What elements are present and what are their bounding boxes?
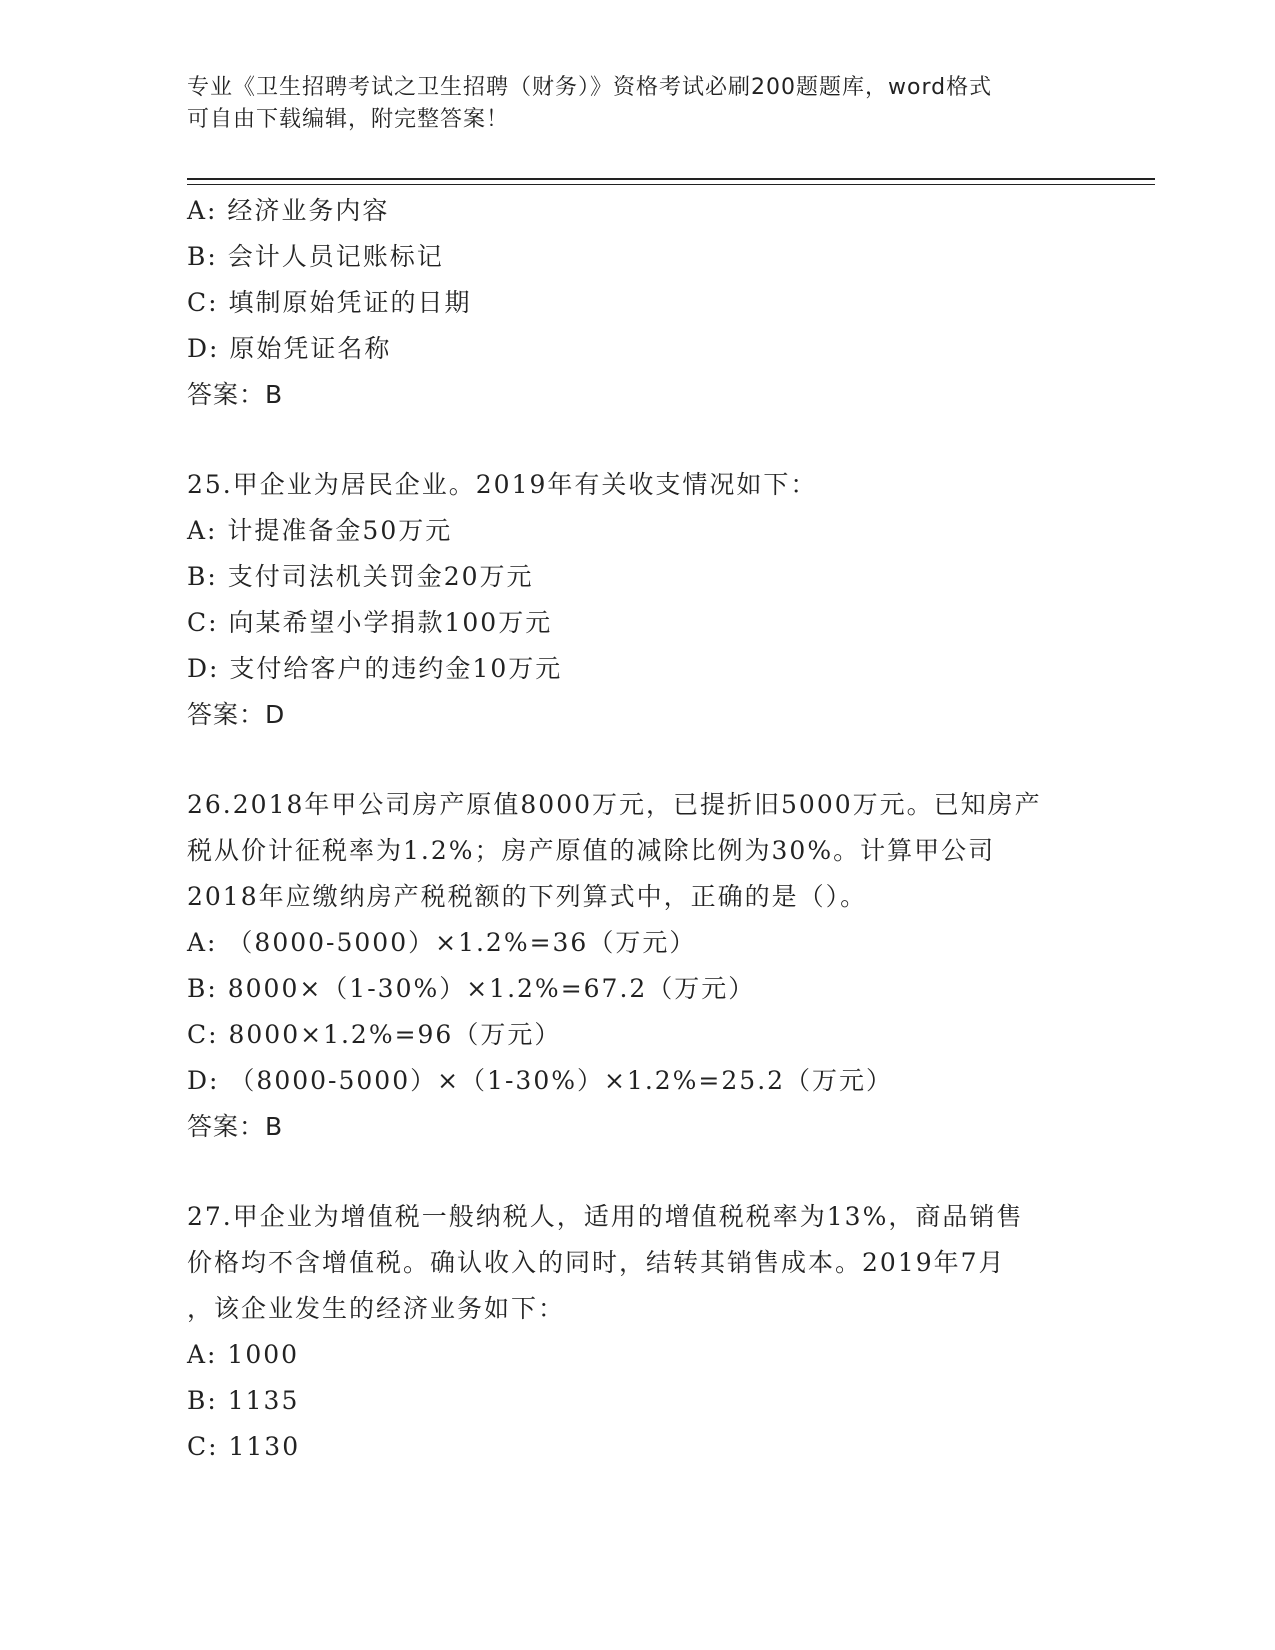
option-a: A: （8000-5000）×1.2%=36（万元）	[187, 928, 697, 957]
header-line-1: 专业《卫生招聘考试之卫生招聘（财务）》资格考试必刷200题题库，word格式	[187, 75, 993, 100]
option-b: B: 8000×（1-30%）×1.2%=67.2（万元）	[187, 974, 756, 1003]
header-divider-thick	[187, 178, 1155, 180]
option-b: B: 支付司法机关罚金20万元	[187, 562, 534, 591]
spacer	[187, 738, 1087, 782]
option-b: B: 1135	[187, 1386, 300, 1415]
option-c: C: 向某希望小学捐款100万元	[187, 608, 553, 637]
option-a: A: 1000	[187, 1340, 300, 1369]
answer: 答案：B	[187, 1112, 284, 1141]
option-d: D: 支付给客户的违约金10万元	[187, 654, 563, 683]
spacer	[187, 418, 1087, 462]
option-d: D: （8000-5000）×（1-30%）×1.2%=25.2（万元）	[187, 1066, 894, 1095]
option-b: B: 会计人员记账标记	[187, 242, 444, 271]
document-header	[187, 72, 1067, 136]
spacer	[187, 1150, 1087, 1194]
question-24	[187, 188, 1087, 418]
question-stem-line-3: ，该企业发生的经济业务如下：	[187, 1294, 566, 1323]
question-26	[187, 782, 1087, 1150]
question-stem-line-2: 税从价计征税率为1.2%；房产原值的减除比例为30%。计算甲公司	[187, 836, 996, 865]
answer: 答案：B	[187, 380, 284, 409]
header-divider-thin	[187, 184, 1155, 185]
option-a: A: 计提准备金50万元	[187, 516, 453, 545]
question-list	[187, 188, 1087, 1470]
option-d: D: 原始凭证名称	[187, 334, 392, 363]
option-c: C: 1130	[187, 1432, 301, 1461]
option-c: C: 填制原始凭证的日期	[187, 288, 472, 317]
option-a: A: 经济业务内容	[187, 196, 390, 225]
question-stem-line-1: 26.2018年甲公司房产原值8000万元，已提折旧5000万元。已知房产	[187, 790, 1042, 819]
answer: 答案：D	[187, 700, 286, 729]
option-c: C: 8000×1.2%=96（万元）	[187, 1020, 562, 1049]
question-25	[187, 462, 1087, 738]
question-stem-line-2: 价格均不含增值税。确认收入的同时，结转其销售成本。2019年7月	[187, 1248, 1006, 1277]
question-27	[187, 1194, 1087, 1470]
header-line-2: 可自由下载编辑，附完整答案！	[187, 107, 510, 132]
question-stem: 25.甲企业为居民企业。2019年有关收支情况如下：	[187, 470, 818, 499]
question-stem-line-1: 27.甲企业为增值税一般纳税人，适用的增值税税率为13%，商品销售	[187, 1202, 1024, 1231]
question-stem-line-3: 2018年应缴纳房产税税额的下列算式中，正确的是（）。	[187, 882, 868, 911]
